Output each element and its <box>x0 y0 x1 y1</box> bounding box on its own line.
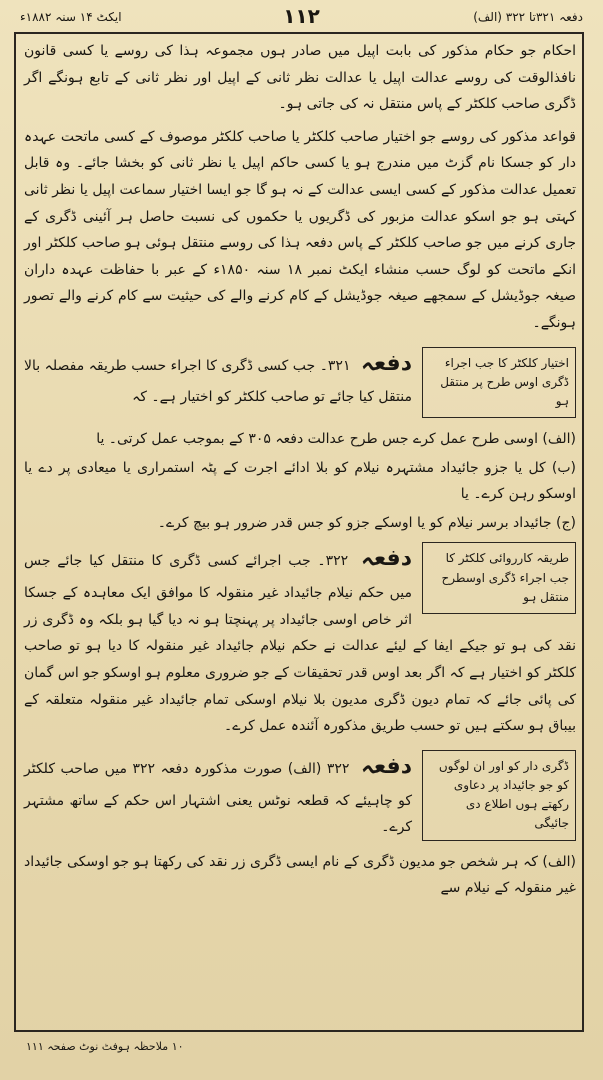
page-header <box>20 4 583 30</box>
header-section-ref: دفعہ ۳۲۱تا ۳۲۲ (الف) <box>473 10 583 24</box>
section-322-text: ۳۲۲۔ جب اجرائے کسی ڈگری کا منتقل کیا جائے جس میں حکم نیلام جائیداد غیر منقولہ کا موافق ایک معاہدہ کے جسکا اثر خاص اوسی جائیداد پر پہنچتا ہو نہ دیا گیا ہو بلکہ وہ ڈگری زر نقد کی ہو تو جیکے ایفا کے لیئے عدالت نے حکم نیلام جائیداد غیر منقولہ کا دیا ہو تو صاحب کلکٹر کو اختیار ہے کہ اگر بعد اوس قدر تحقیقات کے جو ضروری معلوم ہو اوسکو جو اس گمان کی پائی جائے کہ تمام دیون ڈگری مدیون بلا نیلام اوسکی تمام جائیداد غیر منقولہ متعلقہ کے بیباق ہو سکتے ہیں تو حسب طریق مذکورہ آئندہ عمل کرے۔ <box>24 553 576 735</box>
clause-a: (الف) اوسی طرح عمل کرے جس طرح عدالت دفعہ ۳۰۵ کے بموجب عمل کرتی۔ یا <box>96 431 576 448</box>
page-body <box>24 38 576 904</box>
paragraph-1: احکام جو حکام مذکور کی بابت اپیل میں صادر ہوں مجموعہ ہذا کی روسے یا کسی قانون نافذالوقت کی روسے عدالت اپیل یا عدالت نظر ثانی کے اپیل اور نظر ثانی کے تابع ہونگے اگر ڈگری صاحب کلکٹر کے پاس منتقل نہ کی جاتی ہو۔ <box>24 43 576 113</box>
clause-c: (ج) جائیداد برسر نیلام کو یا اوسکے جزو کو جس قدر ضرور ہو بیچ کرے۔ <box>157 514 576 531</box>
section-322a-text: ۳۲۲ (الف) صورت مذکورہ دفعہ ۳۲۲ میں صاحب کلکٹر کو چاہیئے کہ قطعہ نوٹس یعنی اشتہار اس حکم کے ساتھ مشتہر کرے۔ <box>24 760 412 836</box>
margin-note-procedure: طریقہ کارروائی کلکٹر کا جب اجراء ڈگری اوسطرح منتقل ہو <box>422 542 576 614</box>
section-322-label: دفعہ <box>361 546 413 572</box>
paragraph-2: قواعد مذکور کی روسے جو اختیار صاحب کلکٹر یا صاحب کلکٹر موصوف کے کسی ماتحت عہدہ دار کو جسکا نام گزٹ میں مندرج ہو یا کسی حاکم اپیل یا نظر ثانی کو بخشا جائے۔ وہ قابل تعمیل عدالت مذکور کے کسی ایسی عدالت کے نہ ہو گا جو ایسا اختیار سماعت اپیل یا نظر ثانی کہتی ہو جو اسکو عدالت مزبور کی ڈگریوں یا حکموں کی نسبت حاصل ہر آئینی ڈگری کے جاری کرنے میں جو صاحب کلکٹر کے پاس دفعہ ہذا کی روسے منتقل ہوئی ہو صاحب کلکٹر اور انکے ماتحت کو لوگ حسب منشاء ایکٹ نمبر ۱۸ سنہ ۱۸۵۰ء کے عبر با حفاظت عہدہ داران صیغہ جوڈیشل کے سمجھے صیغہ جوڈیشل کے کام کرنے والے کی حیثیت سے کام کرنے والے تصور ہونگے۔ <box>24 128 576 331</box>
clause-final-a: (الف) کہ ہر شخص جو مدیون ڈگری کے نام ایسی ڈگری زر نقد کی رکھتا ہو جو اوسکی جائیداد غیر منقولہ کے نیلام سے <box>24 853 576 897</box>
section-322a-label: دفعہ <box>360 753 412 779</box>
header-act-title: ایکٹ ۱۴ سنہ ۱۸۸۲ء <box>20 10 122 24</box>
margin-note-collector-powers: اختیار کلکٹر کا جب اجراء ڈگری اوس طرح پر منتقل ہو <box>422 347 576 419</box>
clause-b: (ب) کل یا جزو جائیداد مشتہرہ نیلام کو بلا ادائے اجرت کے پٹہ استمراری یا میعادی پر دے یا اوسکو رہن کرے۔ یا <box>24 459 576 503</box>
section-321-label: دفعہ <box>360 350 412 376</box>
margin-note-notice: ڈگری دار کو اور ان لوگوں کو جو جائیداد پر دعاوی رکھتے ہوں اطلاع دی جائیگی <box>422 750 576 841</box>
footnote: ۱۰ ملاحظہ ہوفٹ نوٹ صفحہ ۱۱۱ <box>26 1040 184 1053</box>
section-321-text: ۳۲۱۔ جب کسی ڈگری کا اجراء حسب طریقہ مفصلہ بالا منتقل کیا جائے تو صاحب کلکٹر کو اختیار ہے۔ کہ <box>24 357 412 406</box>
page-number: ۱۱۲ <box>283 4 320 28</box>
